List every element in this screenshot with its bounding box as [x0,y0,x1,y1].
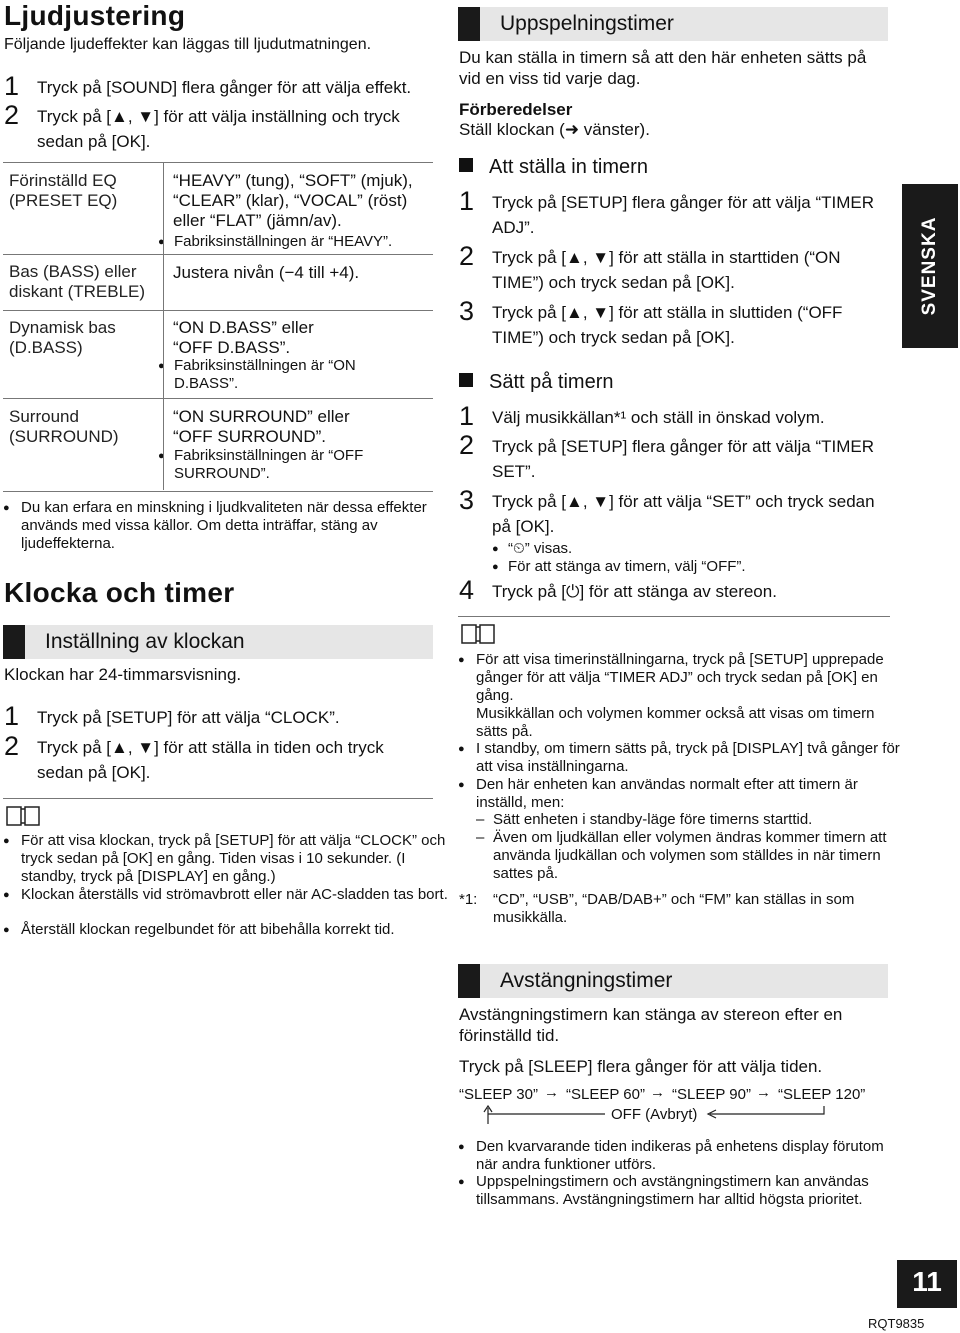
note-text: Sätt enheten i standby-läge före timerns starttid. [493,811,813,828]
table-row [3,310,433,399]
row-note: ● Fabriksinställningen är “ON D.BASS”. [158,357,374,393]
row-label: Surround (SURROUND) [9,407,119,446]
timer-note-3b [476,829,890,883]
step-number: 1 [4,701,20,731]
table-divider [163,162,164,490]
clock-step-1 [4,701,424,731]
playback-intro: Du kan ställa in timern så att den här enheten sätts på vid en viss tid varje dag. [459,48,867,88]
cycle-item: “SLEEP 120” [778,1086,866,1103]
section-marker [458,7,480,41]
footnote-mark: *1: [459,891,478,908]
row-value: Justera nivån (−4 till +4). [173,263,360,282]
sleep-timer-header [458,964,888,998]
row-label: Bas (BASS) eller diskant (TREBLE) [9,262,146,301]
timer-off-note: ● För att stänga av timern, välj “OFF”. [492,558,888,576]
row-value: “ON SURROUND” eller “OFF SURROUND”. [173,407,350,446]
cycle-off: OFF (Avbryt) [611,1106,698,1123]
timer-note-1b: Musikkällan och volymen kommer också att visas om timern sätts på. [476,705,875,740]
timer-on-heading [459,371,614,394]
set-step-3 [459,296,891,350]
on-step-2 [459,430,891,484]
effects-note: ● Du kan erfara en minskning i ljudkvaliteten när dessa effekter används med vissa källor. Om detta inträffar, stäng av ljudeffekterna. [3,499,451,553]
section-title: Uppspelningstimer [500,12,674,35]
row-note: ● Fabriksinställningen är “HEAVY”. [158,233,439,251]
sleep-intro: Avstängningstimern kan stänga av stereon efter en förinställd tid. [459,1005,843,1045]
row-label: Förinställd EQ (PRESET EQ) [9,171,118,210]
on-step-4 [459,575,891,605]
heading-text: Att ställa in timern [489,156,648,178]
clock-timer-title: Klocka och timer [4,577,235,608]
clock-note-3: ● Återställ klockan regelbundet för att bibehålla korrekt tid. [3,921,451,939]
clock-note-2: ● Klockan återställs vid strömavbrott eller när AC-sladden tas bort. [3,886,451,904]
sound-adjust-title: Ljudjustering [4,0,186,31]
document-code: RQT9835 [868,1316,925,1331]
prep-title: Förberedelser [459,100,573,119]
sleep-note-2: ● Uppspelningstimern och avstängningstimern kan användas tillsammans. Avstängningstimern har alltid högsta prioritet. [458,1173,908,1209]
step-number: 1 [459,186,475,216]
cycle-item: “SLEEP 60” [566,1086,645,1103]
step-text: Tryck på [⏻] för att stänga av stereon. [492,582,777,601]
step-number: 3 [459,296,475,326]
clock-section-header [3,625,433,659]
sound-intro: Följande ljudeffekter kan läggas till ljudutmatningen. [4,36,372,53]
timer-icon-note: ● “⏲” visas. [492,540,888,558]
set-step-1 [459,186,891,240]
right-arrow-icon: → [756,1084,771,1101]
step-text: Tryck på [SETUP] för att välja “CLOCK”. [37,708,340,727]
footnote-text: “CD”, “USB”, “DAB/DAB+” och “FM” kan ställas in som musikkälla. [493,891,855,926]
language-tab [902,184,958,348]
step-text: Välj musikkällan*¹ och ställ in önskad volym. [492,408,825,427]
on-step-3 [459,485,891,539]
sound-step-1 [4,71,424,101]
step-number: 2 [459,241,475,271]
heading-text: Sätt på timern [489,371,614,393]
step-text: Tryck på [SOUND] flera gånger för att välja effekt. [37,78,412,97]
step-text: Tryck på [▲, ▼] för att ställa in starttiden (“ON TIME”) och tryck sedan på [OK]. [492,248,841,292]
timer-note-3: ● Den här enheten kan användas normalt efter att timern är inställd, men: [458,776,908,812]
step-number: 1 [4,71,20,101]
row-value: “ON D.BASS” eller “OFF D.BASS”. [173,318,314,357]
square-bullet-icon [459,373,473,387]
step-text: Tryck på [▲, ▼] för att välja “SET” och tryck sedan på [OK]. [492,492,875,536]
right-arrow-icon: → [544,1084,559,1101]
timer-note-1: ● För att visa timerinställningarna, tryck på [SETUP] upprepade gånger för att välja “TIMER ADJ” och tryck sedan på [OK] en gång. [458,651,908,705]
row-value: “HEAVY” (tung), “SOFT” (mjuk), “CLEAR” (klar), “VOCAL” (röst) eller “FLAT” (jämn/av). [173,171,413,230]
step-number: 3 [459,485,475,515]
row-label: Dynamisk bas (D.BASS) [9,318,116,357]
note-text: Även om ljudkällan eller volymen ändras kommer timern att använda ljudkällan och volymen som ställdes in när timern sattes på. [493,829,887,882]
table-row [3,398,433,492]
cycle-item: “SLEEP 90” [672,1086,751,1103]
section-marker [3,625,25,659]
prep-text: Ställ klockan (➜ vänster). [459,120,650,139]
page-number: 11 [912,1266,942,1297]
on-step-1 [459,401,891,431]
clock-step-2 [4,731,424,785]
note-divider [3,798,433,799]
book-icon [6,805,40,827]
timer-note-2: ● I standby, om timern sätts på, tryck på [DISPLAY] två gånger för att visa inställningarna. [458,740,908,776]
step-number: 1 [459,401,475,431]
section-marker [458,964,480,998]
sleep-step: Tryck på [SLEEP] flera gånger för att välja tiden. [459,1057,823,1076]
square-bullet-icon [459,158,473,172]
dash-icon: – [476,829,485,846]
step-text: Tryck på [SETUP] flera gånger för att välja “TIMER ADJ”. [492,193,874,237]
timer-note-3a [476,811,907,829]
set-step-2 [459,241,891,295]
step-number: 4 [459,575,475,605]
step-number: 2 [459,430,475,460]
step-text: Tryck på [▲, ▼] för att välja inställning och tryck sedan på [OK]. [37,107,400,151]
step-text: Tryck på [SETUP] flera gånger för att välja “TIMER SET”. [492,437,874,481]
clock-intro: Klockan har 24-timmarsvisning. [4,665,242,684]
step-text: Tryck på [▲, ▼] för att ställa in sluttiden (“OFF TIME”) och tryck sedan på [OK]. [492,303,843,347]
cycle-item: “SLEEP 30” [459,1086,538,1103]
clock-note-1: ● För att visa klockan, tryck på [SETUP] för att välja “CLOCK” och tryck sedan på [OK] en gång. Tiden visas i 10 sekunder. (I standby, tryck på [DISPLAY] en gång.) [3,832,451,886]
table-row [3,162,433,255]
step-text: Tryck på [▲, ▼] för att ställa in tiden och tryck sedan på [OK]. [37,738,384,782]
step-number: 2 [4,100,20,130]
note-divider [458,616,890,617]
page-number-box [897,1260,957,1308]
section-title: Avstängningstimer [500,969,673,992]
sound-step-2 [4,100,424,154]
set-timer-heading [459,156,648,179]
table-row [3,254,433,311]
sleep-note-1: ● Den kvarvarande tiden indikeras på enhetens display förutom när andra funktioner utförs. [458,1138,908,1174]
right-arrow-icon: → [650,1084,665,1101]
row-note: ● Fabriksinställningen är “OFF SURROUND”. [158,447,374,483]
step-number: 2 [4,731,20,761]
dash-icon: – [476,811,485,828]
book-icon [461,623,495,645]
section-title: Inställning av klockan [45,630,245,653]
playback-timer-header [458,7,888,41]
language-label: SVENSKA [919,216,940,316]
